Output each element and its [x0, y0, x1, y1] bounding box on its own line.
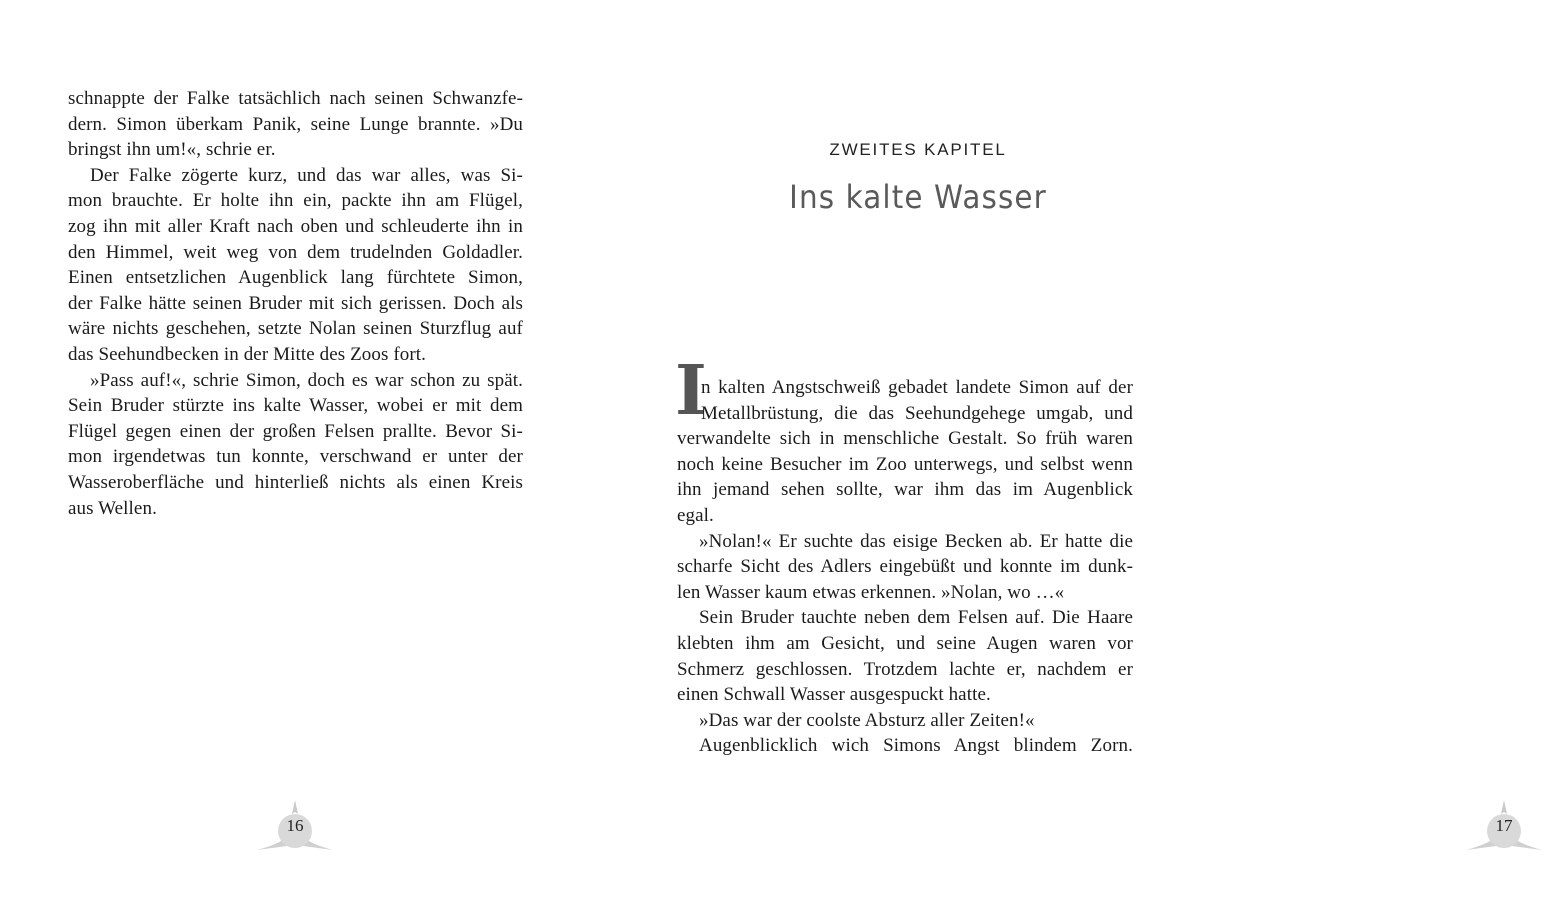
chapter-label: ZWEITES KAPITEL	[829, 140, 1007, 159]
text-line: bringst ihn um!«, schrie er.	[68, 139, 276, 161]
text-line: verwandelte sich in menschliche Gestalt. So früh waren	[677, 428, 1133, 450]
text-line: Metallbrüstung, die das Seehundgehege umgab, und	[701, 402, 1133, 424]
text-line: aus Wellen.	[68, 497, 157, 519]
text-line: Wasseroberfläche und hinterließ nichts als einen Kreis	[68, 471, 523, 493]
text-line: Einen entsetzlichen Augenblick lang fürchtete Simon,	[68, 267, 523, 289]
text-line: ihn jemand sehen sollte, war ihm das im Augenblick	[677, 479, 1133, 501]
text-line: den Himmel, weit weg von dem trudelnden Goldadler.	[68, 241, 523, 263]
text-line: schnappte der Falke tatsächlich nach seinen Schwanzfe-	[68, 88, 523, 109]
text-line: der Falke hätte seinen Bruder mit sich gerissen. Doch als	[68, 292, 523, 314]
text-line: Augenblicklich wich Simons Angst blindem Zorn.	[699, 735, 1133, 757]
text-line: klebten ihm am Gesicht, und seine Augen waren vor	[677, 632, 1133, 654]
page-number: 17	[1495, 816, 1513, 835]
text-line: wäre nichts geschehen, setzte Nolan seinen Sturzflug auf	[68, 318, 523, 340]
text-line: mon brauchte. Er holte ihn ein, packte ihn am Flügel,	[68, 190, 523, 212]
left-page	[0, 0, 600, 912]
page-number-ornament	[1464, 800, 1544, 860]
page-number: 16	[286, 816, 304, 835]
text-line: zog ihn mit aller Kraft nach oben und schleuderte ihn in	[68, 215, 523, 237]
text-line: Der Falke zögerte kurz, und das war alles, was Si-	[90, 164, 523, 186]
text-line: einen Schwall Wasser ausgespuckt hatte.	[677, 684, 991, 706]
text-line: egal.	[677, 504, 714, 526]
text-line: »Pass auf!«, schrie Simon, doch es war schon zu spät.	[90, 369, 523, 391]
right-page	[600, 0, 1513, 912]
text-line: Sein Bruder stürzte ins kalte Wasser, wobei er mit dem	[68, 395, 523, 417]
text-line: noch keine Besucher im Zoo unterwegs, und selbst wenn	[677, 453, 1133, 475]
text-line: n kalten Angstschweiß gebadet landete Simon auf der	[701, 377, 1133, 398]
page-number-ornament	[255, 800, 335, 860]
chapter-title: Ins kalte Wasser	[789, 178, 1047, 216]
text-line: mon irgendetwas tun konnte, verschwand er unter der	[68, 446, 523, 468]
text-line: Schmerz geschlossen. Trotzdem lachte er, nachdem er	[677, 658, 1133, 680]
text-line: len Wasser kaum etwas erkennen. »Nolan, wo …«	[677, 581, 1065, 603]
text-line: scharfe Sicht des Adlers eingebüßt und konnte im dunk-	[677, 556, 1133, 578]
drop-cap: I	[675, 351, 707, 431]
left-page-body	[68, 86, 523, 521]
text-line: Sein Bruder tauchte neben dem Felsen auf. Die Haare	[699, 607, 1133, 629]
text-line: dern. Simon überkam Panik, seine Lunge brannte. »Du	[68, 113, 523, 135]
text-line: »Das war der coolste Absturz aller Zeiten!«	[699, 709, 1035, 731]
right-page-body	[677, 375, 1133, 759]
text-line: das Seehundbecken in der Mitte des Zoos fort.	[68, 343, 427, 365]
text-line: Flügel gegen einen der großen Felsen prallte. Bevor Si-	[68, 420, 523, 442]
text-line: »Nolan!« Er suchte das eisige Becken ab. Er hatte die	[699, 530, 1133, 552]
